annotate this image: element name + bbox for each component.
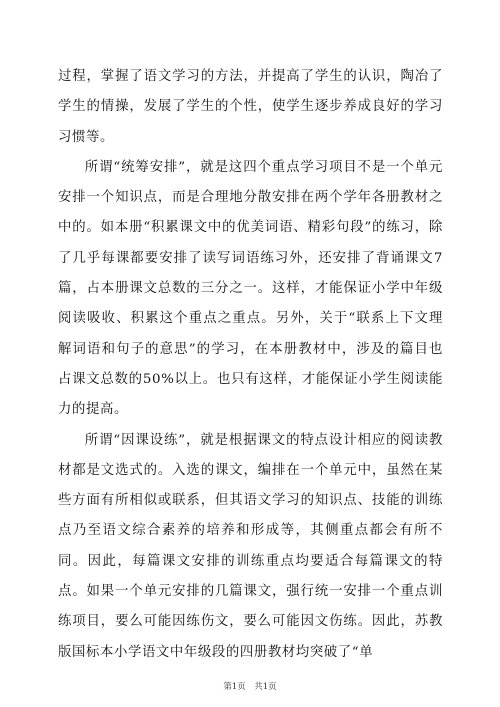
paragraph-overall-arrangement: 所谓“统筹安排”，就是这四个重点学习项目不是一个单元安排一个知识点，而是合理地分散安排在两个学年各册教材之中的。如本册“积累课文中的优美词语、精彩句段”的练习，除了几乎每课都要安排了读写词语练习外，还安排了背诵课文7篇，占本册课文总数的三分之一。这样，才能保证小学中年级阅读吸收、积累这个重点之重点。另外，关于“联系上下文理解词语和句子的意思”的学习，在本册教材中，涉及的篇目也占课文总数的50%以上。也只有这样，才能保证小学生阅读能力的提高。 <box>58 159 443 418</box>
page-footer: 第1页 共1页 <box>223 682 277 692</box>
paragraph-practice-by-lesson: 所谓“因课设练”，就是根据课文的特点设计相应的阅读教材都是文选式的。入选的课文，编排在一个单元中，虽然在某些方面有所相似或联系，但其语文学习的知识点、技能的训练点乃至语文综合素养的培养和形成等，其侧重点都会有所不同。因此，每篇课文安排的训练重点均要适合每篇课文的特点。如果一个单元安排的几篇课文，强行统一安排一个重点训练项目，要么可能因练伤文，要么可能因文伤练。因此，苏教版国标本小学语文中年级段的四册教材均突破了“单 <box>58 432 443 660</box>
document-body <box>58 62 443 668</box>
paragraph-continued: 过程，掌握了语文学习的方法，并提高了学生的认识，陶冶了学生的情操，发展了学生的个性，使学生逐步养成良好的学习习惯等。 <box>58 69 443 145</box>
